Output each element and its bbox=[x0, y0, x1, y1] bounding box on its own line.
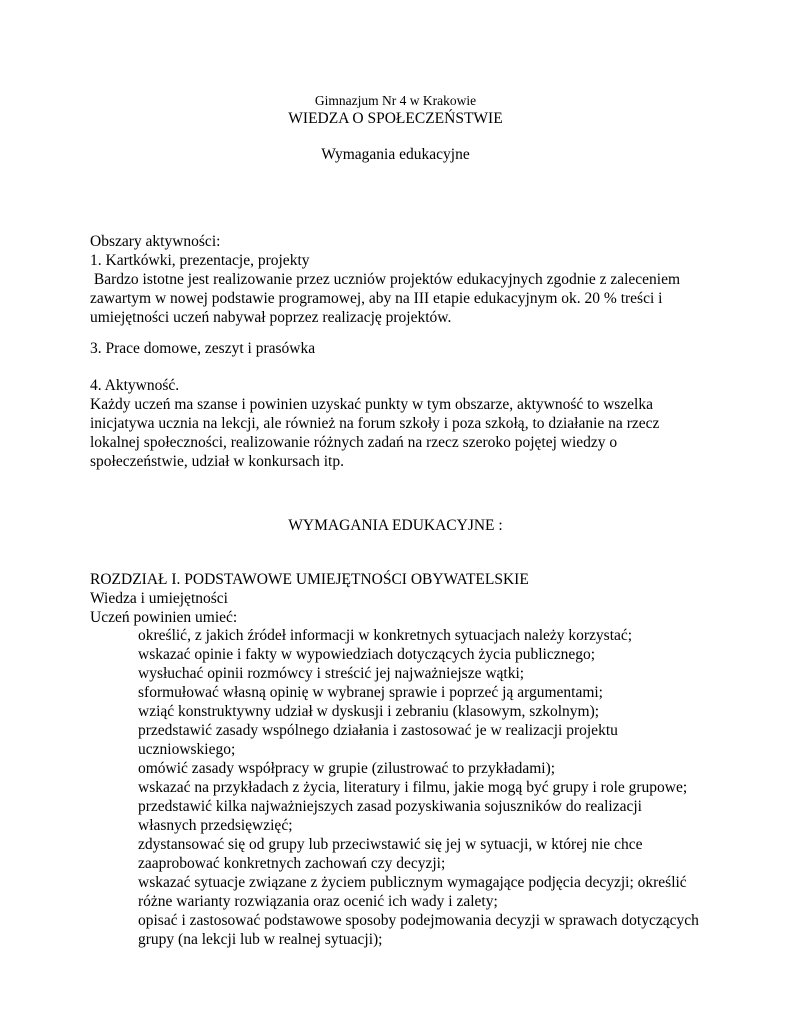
skill-line: wysłuchać opinii rozmówcy i streścić jej najważniejsze wątki; bbox=[138, 665, 525, 682]
skill-line: wskazać opinie i fakty w wypowiedziach dotyczących życia publicznego; bbox=[138, 646, 596, 663]
skill-item bbox=[138, 835, 738, 873]
skill-line: omówić zasady współpracy w grupie (zilustrować to przykładami); bbox=[138, 760, 556, 777]
projects-text-line: umiejętności uczeń nabywał poprzez realizację projektów. bbox=[90, 309, 452, 326]
skill-item bbox=[138, 626, 738, 645]
requirements-heading: WYMAGANIA EDUKACYJNE : bbox=[288, 517, 503, 534]
skill-line: grupy (na lekcji lub w realnej sytuacji); bbox=[138, 931, 383, 948]
skill-item bbox=[138, 702, 738, 721]
skill-item bbox=[138, 683, 738, 702]
area-item-1: 1. Kartkówki, prezentacje, projekty bbox=[90, 252, 310, 269]
activity-text-line: społeczeństwie, udział w konkursach itp. bbox=[90, 453, 344, 470]
skill-line: przedstawić kilka najważniejszych zasad pozyskiwania sojuszników do realizacji bbox=[138, 798, 642, 815]
skill-item bbox=[138, 797, 738, 835]
chapter-subtitle: Wiedza i umiejętności bbox=[90, 590, 228, 607]
chapter-title: ROZDZIAŁ I. PODSTAWOWE UMIEJĘTNOŚCI OBYWATELSKIE bbox=[90, 571, 529, 588]
skill-line: różne warianty rozwiązania oraz ocenić ich wady i zalety; bbox=[138, 893, 498, 910]
subject-title: WIEDZA O SPOŁECZEŃSTWIE bbox=[288, 110, 503, 127]
activity-text-line: lokalnej społeczności, realizowanie różnych zadań na rzecz szeroko pojętej wiedzy o bbox=[90, 434, 618, 451]
chapter-section bbox=[90, 570, 710, 627]
skill-line: wziąć konstruktywny udział w dyskusji i zebraniu (klasowym, szkolnym); bbox=[138, 703, 600, 720]
areas-heading: Obszary aktywności: bbox=[90, 233, 221, 250]
area-item-3: 3. Prace domowe, zeszyt i prasówka bbox=[90, 340, 316, 357]
skill-item bbox=[138, 873, 738, 911]
skill-item bbox=[138, 664, 738, 683]
skill-line: określić, z jakich źródeł informacji w konkretnych sytuacjach należy korzystać; bbox=[138, 627, 633, 644]
skill-line: wskazać sytuacje związane z życiem publicznym wymagające podjęcia decyzji; określić bbox=[138, 874, 687, 891]
projects-text-line: Bardzo istotne jest realizowanie przez uczniów projektów edukacyjnych zgodnie z zaleceniem bbox=[90, 271, 681, 288]
homework-section bbox=[90, 339, 710, 358]
area-item-4: 4. Aktywność. bbox=[90, 377, 180, 394]
skill-line: przedstawić zasady wspólnego działania i zastosować je w realizacji projektu bbox=[138, 722, 618, 739]
activity-areas-section bbox=[90, 232, 710, 327]
skill-line: sformułować własną opinię w wybranej sprawie i poprzeć ją argumentami; bbox=[138, 684, 603, 701]
skill-item bbox=[138, 721, 738, 759]
skill-line: opisać i zastosować podstawowe sposoby podejmowania decyzji w sprawach dotyczących bbox=[138, 912, 699, 929]
skills-list bbox=[138, 626, 738, 949]
skill-line: własnych przedsięwzięć; bbox=[138, 817, 293, 834]
skill-line: zdystansować się od grupy lub przeciwstawić się jej w sytuacji, w której nie chce bbox=[138, 836, 643, 853]
skill-item bbox=[138, 911, 738, 949]
skill-item bbox=[138, 778, 738, 797]
activity-text-line: Każdy uczeń ma szanse i powinien uzyskać punkty w tym obszarze, aktywność to wszelka bbox=[90, 396, 653, 413]
skill-line: zaaprobować konkretnych zachowań czy decyzji; bbox=[138, 855, 446, 872]
activity-text-line: inicjatywa ucznia na lekcji, ale również na forum szkoły i poza szkołą, to działanie na rzecz bbox=[90, 415, 660, 432]
school-name: Gimnazjum Nr 4 w Krakowie bbox=[314, 93, 477, 108]
skill-line: wskazać na przykładach z życia, literatury i filmu, jakie mogą być grupy i role grupowe; bbox=[138, 779, 688, 796]
activity-section bbox=[90, 376, 710, 471]
skill-item bbox=[138, 759, 738, 778]
projects-text-line: zawartym w nowej podstawie programowej, aby na III etapie edukacyjnym ok. 20 % treści i bbox=[90, 290, 663, 307]
skill-item bbox=[138, 645, 738, 664]
chapter-intro: Uczeń powinien umieć: bbox=[90, 609, 238, 626]
requirements-title: Wymagania edukacyjne bbox=[321, 146, 470, 163]
skill-line: uczniowskiego; bbox=[138, 741, 236, 758]
